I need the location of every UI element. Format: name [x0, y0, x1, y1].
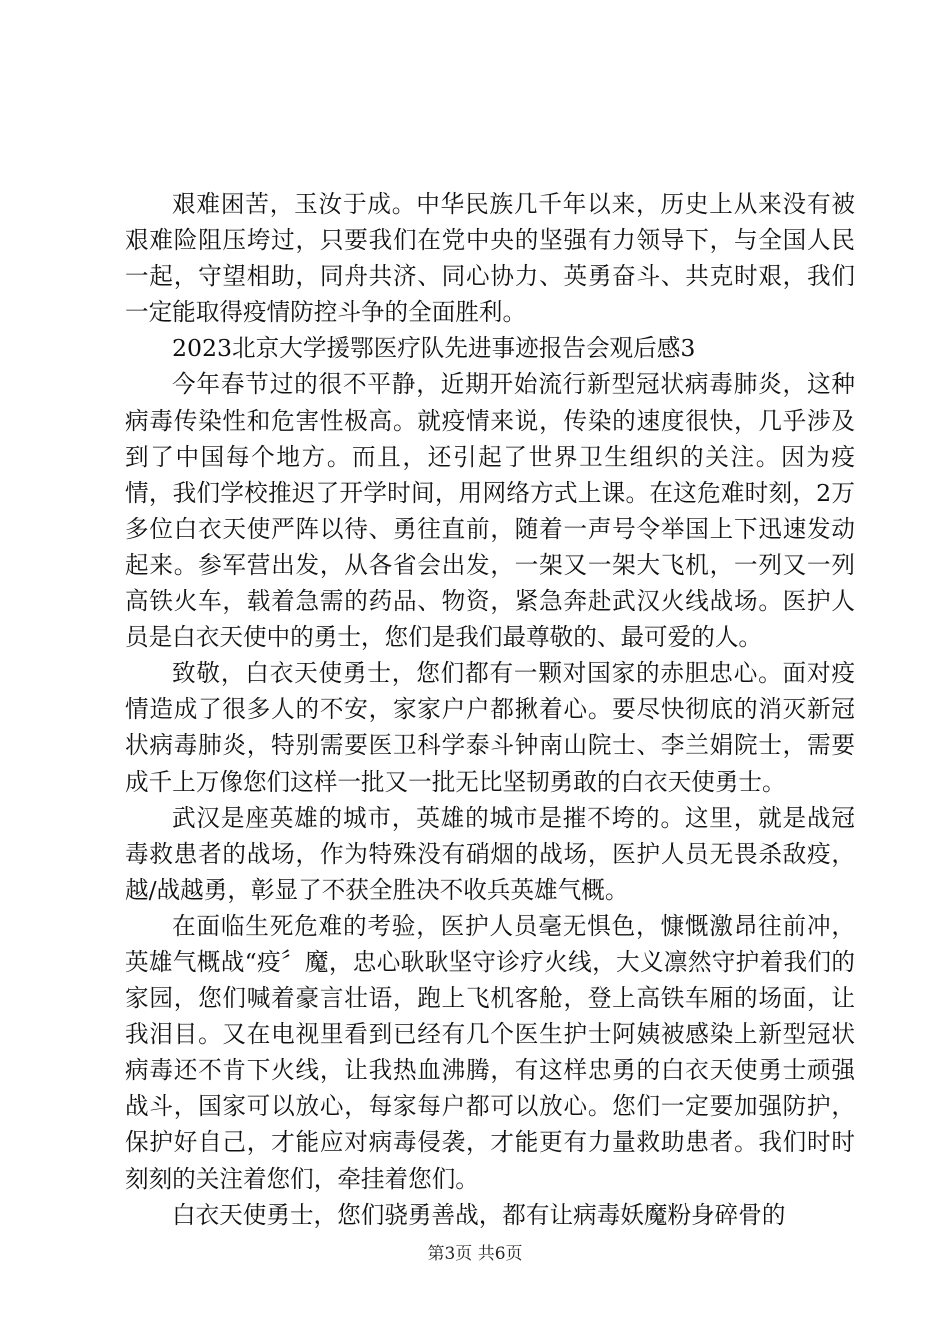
paragraph-salute: 致敬，白衣天使勇士，您们都有一颗对国家的赤胆忠心。面对疫情造成了很多人的不安，家家户户都揪着心。要尽快彻底的消灭新冠状病毒肺炎，特别需要医卫科学泰斗钟南山院士、李兰娟院士，需要成千上万像您们这样一批又一批无比坚韧勇敢的白衣天使勇士。	[125, 659, 855, 796]
paragraph-wuhan: 武汉是座英雄的城市，英雄的城市是摧不垮的。这里，就是战冠毒救患者的战场，作为特殊没有硝烟的战场，医护人员无畏杀敌疫，越/战越勇，彰显了不获全胜决不收兵英雄气概。	[125, 803, 855, 904]
section-heading: 2023北京大学援鄂医疗队先进事迹报告会观后感3	[172, 334, 696, 363]
paragraph-conclusion: 艰难困苦，玉汝于成。中华民族几千年以来，历史上从来没有被艰难险阻压垮过，只要我们在党中央的坚强有力领导下，与全国人民一起，守望相助，同舟共济、同心协力、英勇奋斗、共克时艰，我们一定能取得疫情防控斗争的全面胜利。	[125, 190, 855, 327]
paragraph-closing: 白衣天使勇士，您们骁勇善战，都有让病毒妖魔粉身碎骨的	[172, 1200, 786, 1229]
paragraph-courage: 在面临生死危难的考验，医护人员毫无惧色，慷慨激昂往前冲，英雄气概战“疫〞魔，忠心耿耿坚守诊疗火线，大义凛然守护着我们的家园，您们喊着豪言壮语，跑上飞机客舱，登上高铁车厢的场面，让我泪目。又在电视里看到已经有几个医生护士阿姨被感染上新型冠状病毒还不肯下火线，让我热血沸腾，有这样忠勇的白衣天使勇士顽强战斗，国家可以放心，每家每户都可以放心。您们一定要加强防护，保护好自己，才能应对病毒侵袭，才能更有力量救助患者。我们时时刻刻的关注着您们，牵挂着您们。	[125, 911, 855, 1193]
paragraph-spring-festival: 今年春节过的很不平静，近期开始流行新型冠状病毒肺炎，这种病毒传染性和危害性极高。就疫情来说，传染的速度很快，几乎涉及到了中国每个地方。而且，还引起了世界卫生组织的关注。因为疫情，我们学校推迟了开学时间，用网络方式上课。在这危难时刻，2万多位白衣天使严阵以待、勇往直前，随着一声号令举国上下迅速发动起来。参军营出发，从各省会出发，一架又一架大飞机，一列又一列高铁火车，载着急需的药品、物资，紧急奔赴武汉火线战场。医护人员是白衣天使中的勇士，您们是我们最尊敬的、最可爱的人。	[125, 370, 855, 652]
document-body	[125, 186, 855, 1233]
page-number-footer: 第3页 共6页	[427, 1244, 523, 1264]
